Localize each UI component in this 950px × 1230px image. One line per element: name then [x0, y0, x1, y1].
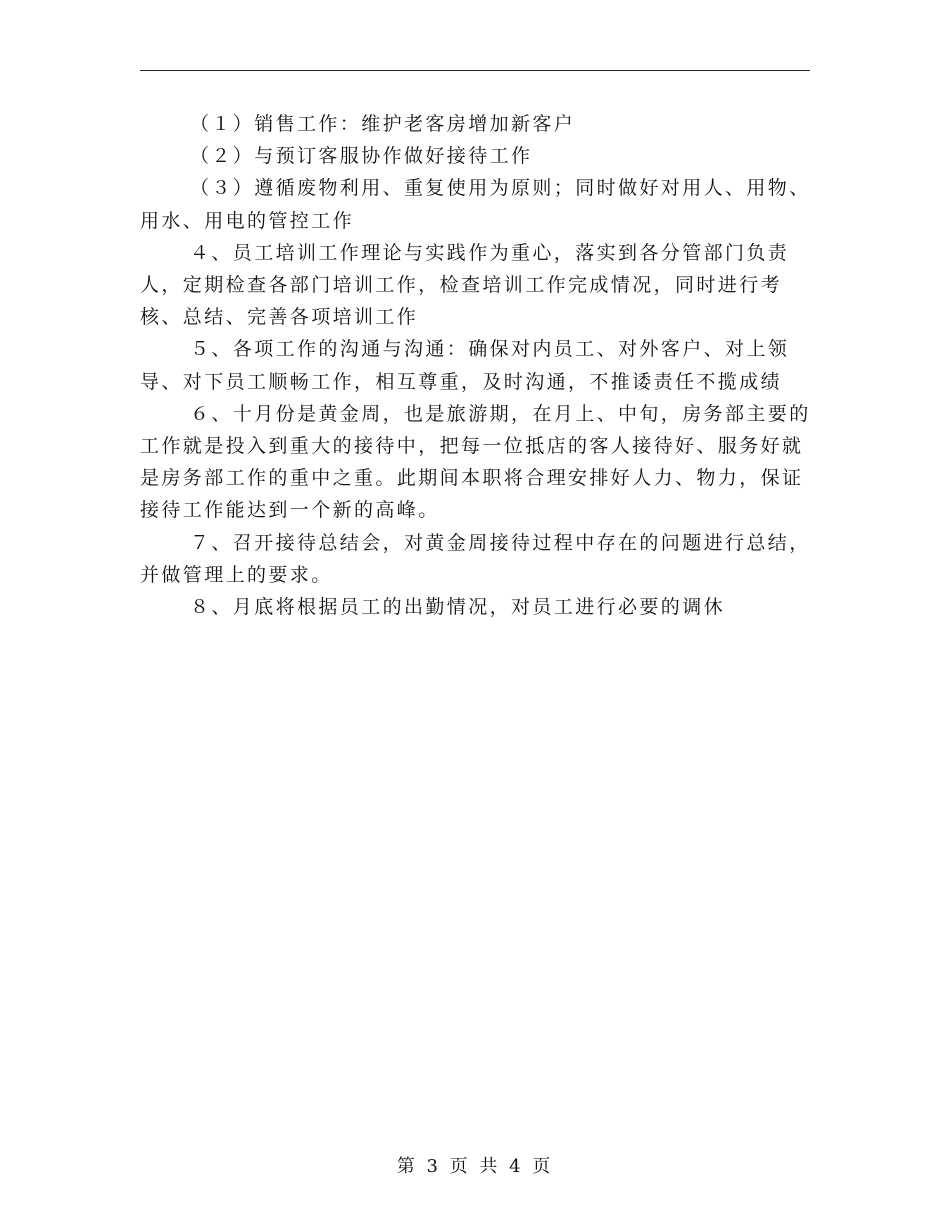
paragraph-reservation: （２）与预订客服协作做好接待工作 [190, 145, 533, 168]
paragraph-recycling: （３）遵循废物利用、重复使用为原则；同时做好对用人、用物、用水、用电的管控工作 [140, 177, 811, 232]
paragraph-golden-week: ６、十月份是黄金周，也是旅游期，在月上、中旬，房务部主要的工作就是投入到重大的接待中，把每一位抵店的客人接待好、服务好就是房务部工作的重中之重。此期间本职将合理安排好人力、物力，保证接待工作能达到一个新的高峰。 [140, 402, 811, 522]
document-body [140, 108, 812, 623]
paragraph-rest-schedule: ８、月底将根据员工的出勤情况，对员工进行必要的调休 [190, 596, 726, 619]
paragraph-communication: ５、各项工作的沟通与沟通：确保对内员工、对外客户、对上领导、对下员工顺畅工作，相互尊重，及时沟通，不推诿责任不揽成绩 [140, 338, 790, 393]
header-rule [140, 70, 810, 71]
paragraph-summary-meeting: ７、召开接待总结会，对黄金周接待过程中存在的问题进行总结，并做管理上的要求。 [140, 531, 811, 586]
paragraph-training: ４、员工培训工作理论与实践作为重心，落实到各分管部门负责人，定期检查各部门培训工作，检查培训工作完成情况，同时进行考核、总结、完善各项培训工作 [140, 241, 790, 329]
page-number-footer: 第 3 页 共 4 页 [396, 1156, 554, 1177]
paragraph-sales: （１）销售工作：维护老客房增加新客户 [190, 113, 576, 135]
